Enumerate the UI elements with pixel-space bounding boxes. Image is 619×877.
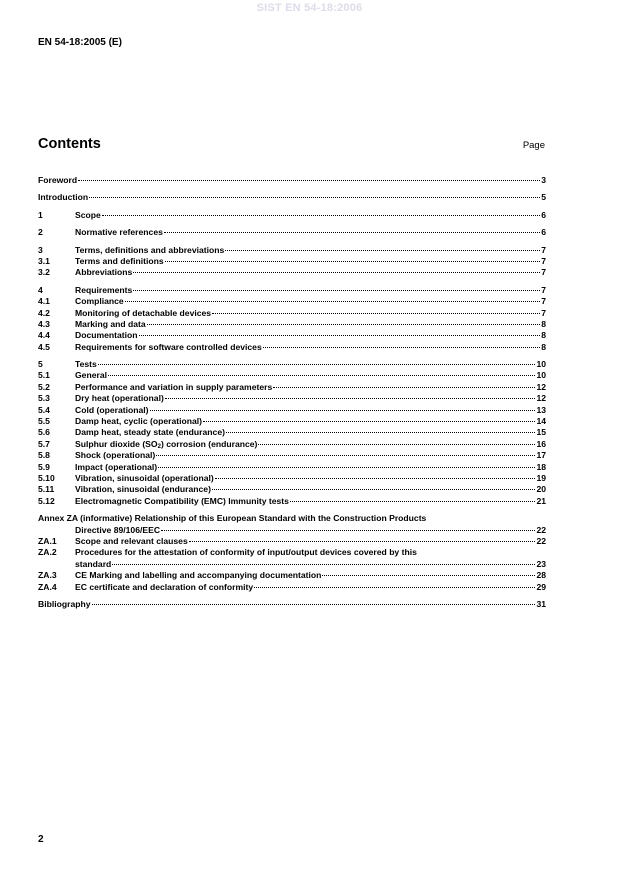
toc-number: 5.11	[38, 484, 55, 495]
page-number: 2	[38, 834, 44, 845]
toc-number: ZA.4	[38, 581, 57, 592]
toc-page: 22	[536, 535, 546, 546]
leader-dots	[150, 410, 536, 411]
toc-number: ZA.1	[38, 535, 57, 546]
toc-title: Vibration, sinusoidal (operational)	[75, 472, 214, 483]
toc-title: Normative references	[75, 227, 163, 238]
leader-dots	[258, 444, 535, 445]
leader-dots	[78, 180, 540, 181]
toc-entry-za-2[interactable]	[38, 559, 546, 570]
toc-entry-4-1[interactable]	[38, 296, 546, 307]
toc-page: 31	[536, 598, 546, 609]
toc-number: 4.2	[38, 307, 50, 318]
toc-number: 5.2	[38, 381, 50, 392]
toc-entry-3-2[interactable]	[38, 267, 546, 278]
leader-dots	[139, 335, 541, 336]
toc-entry-4-2[interactable]	[38, 308, 546, 319]
toc-page: 13	[536, 404, 546, 415]
toc-number: 5	[38, 359, 43, 370]
leader-dots	[164, 232, 540, 233]
table-of-contents	[38, 175, 546, 610]
toc-page: 16	[536, 438, 546, 449]
toc-entry-5-1[interactable]	[38, 370, 546, 381]
toc-number: ZA.2	[38, 547, 57, 558]
toc-title: Bibliography	[38, 598, 91, 609]
toc-title: Cold (operational)	[75, 404, 149, 415]
toc-page: 7	[541, 296, 546, 307]
toc-title: Foreword	[38, 175, 78, 185]
toc-number: 1	[38, 209, 43, 220]
toc-page: 20	[536, 484, 546, 495]
toc-entry-5-10[interactable]	[38, 473, 546, 484]
toc-number: 3.2	[38, 267, 50, 278]
toc-page: 3	[541, 175, 546, 185]
toc-title: Dry heat (operational)	[75, 393, 164, 404]
toc-number: 5.6	[38, 427, 50, 438]
toc-number: 5.12	[38, 495, 55, 506]
toc-entry-5-3[interactable]	[38, 393, 546, 404]
leader-dots	[89, 197, 540, 198]
toc-entry-4-4[interactable]	[38, 330, 546, 341]
toc-number: 5.5	[38, 416, 50, 427]
toc-number: 4.4	[38, 330, 50, 341]
toc-entry-5-11[interactable]	[38, 484, 546, 495]
toc-title: Requirements for software controlled devices	[75, 341, 262, 352]
toc-title: Shock (operational)	[75, 450, 156, 461]
toc-entry-annex-za[interactable]	[38, 525, 546, 536]
leader-dots	[215, 478, 536, 479]
toc-number: 2	[38, 227, 43, 238]
toc-page: 12	[536, 381, 546, 392]
toc-number: 5.8	[38, 450, 50, 461]
leader-dots	[102, 215, 540, 216]
toc-title: Damp heat, steady state (endurance)	[75, 427, 225, 438]
toc-entry-5-5[interactable]	[38, 416, 546, 427]
toc-title: Abbreviations	[75, 267, 133, 278]
toc-page: 7	[541, 307, 546, 318]
toc-page: 18	[536, 461, 546, 472]
toc-entry-introduction[interactable]	[38, 192, 546, 203]
toc-entry-2[interactable]	[38, 227, 546, 238]
toc-page: 6	[541, 209, 546, 220]
toc-title-part: Sulphur dioxide (SO	[75, 438, 158, 449]
leader-dots	[254, 587, 535, 588]
toc-page: 21	[536, 495, 546, 506]
toc-number: 5.4	[38, 404, 50, 415]
toc-page: 7	[541, 267, 546, 278]
toc-entry-4-5[interactable]	[38, 342, 546, 353]
leader-dots	[147, 324, 541, 325]
toc-entry-3-1[interactable]	[38, 256, 546, 267]
toc-title: Compliance	[75, 296, 124, 307]
toc-title: Directive 89/106/EEC	[75, 524, 161, 535]
toc-title: Impact (operational)	[75, 461, 158, 472]
leader-dots	[226, 432, 535, 433]
toc-number: 4.1	[38, 296, 50, 307]
leader-dots	[273, 387, 535, 388]
toc-number: 5.9	[38, 461, 50, 472]
leader-dots	[156, 455, 535, 456]
toc-number: 3.1	[38, 255, 50, 266]
toc-number: 4.5	[38, 341, 50, 352]
toc-entry-bibliography[interactable]	[38, 599, 546, 610]
toc-title: CE Marking and labelling and accompanying documentation	[75, 570, 322, 581]
toc-number: 5.3	[38, 393, 50, 404]
toc-number: 5.10	[38, 472, 55, 483]
toc-page: 23	[536, 558, 546, 569]
leader-dots	[212, 489, 536, 490]
toc-page: 15	[536, 427, 546, 438]
toc-title: Documentation	[75, 330, 138, 341]
toc-title: Scope and relevant clauses	[75, 535, 188, 546]
toc-page: 17	[536, 450, 546, 461]
leader-dots	[203, 421, 535, 422]
toc-page: 10	[536, 359, 546, 370]
toc-title: Introduction	[38, 192, 89, 203]
toc-number: 5.1	[38, 370, 50, 381]
leader-dots	[92, 604, 536, 605]
toc-page: 19	[536, 472, 546, 483]
toc-number: 5.7	[38, 438, 50, 449]
toc-title: Vibration, sinusoidal (endurance)	[75, 484, 211, 495]
leader-dots	[108, 375, 535, 376]
toc-page: 7	[541, 284, 546, 295]
toc-entry-1[interactable]	[38, 210, 546, 221]
toc-title-part: ) corrosion (endurance)	[160, 438, 258, 449]
toc-entry-za-4[interactable]	[38, 582, 546, 593]
leader-dots	[290, 501, 536, 502]
toc-page: 7	[541, 255, 546, 266]
toc-page: 6	[541, 227, 546, 238]
toc-entry-annex-za-heading[interactable]: Annex ZA (informative) Relationship of this European Standard with the Construction Products	[38, 513, 427, 524]
leader-dots	[263, 347, 540, 348]
toc-entry-5-9[interactable]	[38, 462, 546, 473]
toc-title: Terms, definitions and abbreviations	[75, 244, 225, 255]
toc-page: 12	[536, 393, 546, 404]
toc-title: Requirements	[75, 284, 133, 295]
toc-page: 8	[541, 341, 546, 352]
leader-dots	[165, 398, 536, 399]
toc-entry-foreword[interactable]	[38, 175, 546, 186]
toc-page: 28	[536, 570, 546, 581]
toc-entry-5-4[interactable]	[38, 405, 546, 416]
toc-entry-5-8[interactable]	[38, 450, 546, 461]
contents-title: Contents	[38, 136, 101, 152]
toc-number: 4	[38, 284, 43, 295]
toc-number: 4.3	[38, 318, 50, 329]
toc-entry-za-2-line1[interactable]	[38, 547, 546, 558]
toc-page: 10	[536, 370, 546, 381]
toc-number: 3	[38, 244, 43, 255]
toc-entry-4[interactable]	[38, 285, 546, 296]
toc-entry-za-3[interactable]	[38, 570, 546, 581]
leader-dots	[98, 364, 536, 365]
toc-page: 8	[541, 318, 546, 329]
leader-dots	[133, 272, 540, 273]
leader-dots	[133, 290, 540, 291]
leader-dots	[225, 250, 540, 251]
toc-page: 5	[541, 192, 546, 203]
toc-entry-5[interactable]	[38, 359, 546, 370]
toc-title: Tests	[75, 359, 97, 370]
leader-dots	[112, 564, 535, 565]
toc-entry-5-7[interactable]	[38, 439, 546, 450]
leader-dots	[125, 301, 541, 302]
document-id: EN 54-18:2005 (E)	[38, 37, 122, 48]
toc-page: 29	[536, 581, 546, 592]
toc-title: standard	[75, 558, 112, 569]
leader-dots	[212, 313, 540, 314]
leader-dots	[322, 575, 535, 576]
toc-number: ZA.3	[38, 570, 57, 581]
toc-entry-za-1[interactable]	[38, 536, 546, 547]
toc-title: Monitoring of detachable devices	[75, 307, 212, 318]
toc-entry-5-12[interactable]	[38, 496, 546, 507]
toc-entry-5-6[interactable]	[38, 427, 546, 438]
leader-dots	[161, 530, 535, 531]
page-column-label: Page	[522, 140, 545, 151]
toc-title: Performance and variation in supply parameters	[75, 381, 273, 392]
toc-title: Scope	[75, 209, 101, 220]
toc-entry-3[interactable]	[38, 245, 546, 256]
leader-dots	[189, 541, 536, 542]
toc-page: 7	[541, 244, 546, 255]
toc-entry-5-2[interactable]	[38, 382, 546, 393]
toc-title	[75, 439, 257, 450]
toc-page: 22	[536, 524, 546, 535]
toc-title: Marking and data	[75, 318, 146, 329]
toc-page: 14	[536, 416, 546, 427]
leader-dots	[165, 261, 541, 262]
toc-title: General	[75, 370, 108, 381]
toc-page: 8	[541, 330, 546, 341]
watermark: SIST EN 54-18:2006	[256, 2, 363, 14]
toc-title: Damp heat, cyclic (operational)	[75, 416, 203, 427]
leader-dots	[158, 467, 535, 468]
toc-title: Electromagnetic Compatibility (EMC) Immunity tests	[75, 495, 289, 506]
toc-title: Terms and definitions	[75, 255, 164, 266]
toc-title: EC certificate and declaration of conformity	[75, 581, 254, 592]
toc-title-subscript: 2	[157, 443, 161, 450]
toc-entry-4-3[interactable]	[38, 319, 546, 330]
toc-title: Procedures for the attestation of conformity of input/output devices covered by this	[75, 547, 417, 558]
